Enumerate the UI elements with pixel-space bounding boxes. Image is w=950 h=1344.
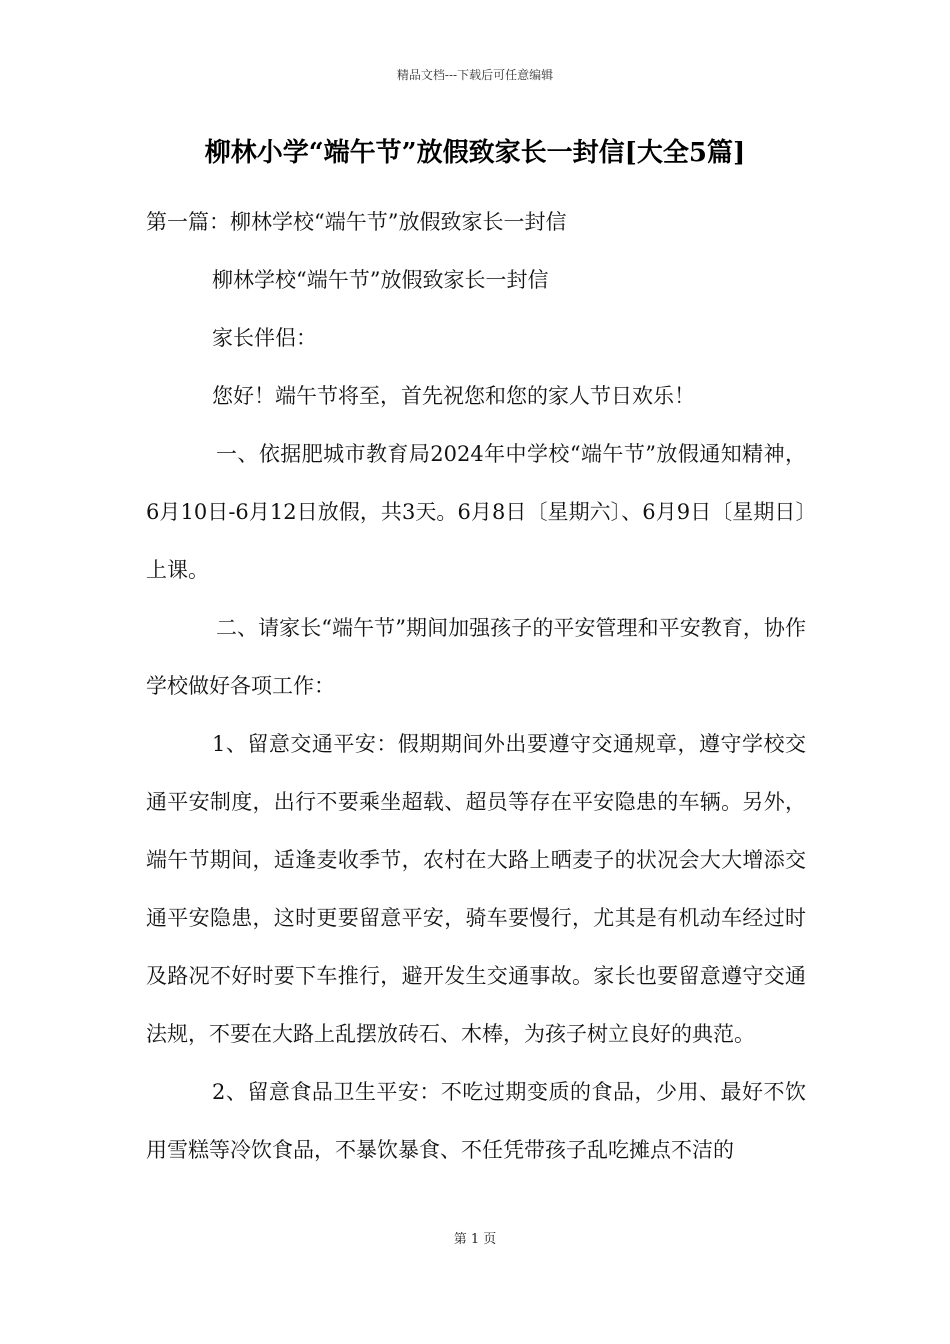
page-number: 第 1 页 [453, 1232, 497, 1247]
paragraph-safety-request: 二、请家长“端午节”期间加强孩子的平安管理和平安教育，协作学校做好各项工作： [146, 616, 806, 698]
header-note: 精品文档---下载后可任意编辑 [396, 68, 554, 82]
section-heading: 第一篇：柳林学校“端午节”放假致家长一封信 [146, 210, 567, 234]
document-body [146, 193, 806, 1179]
document-title: 柳林小学“端午节”放假致家长一封信[大全5篇] [204, 138, 746, 168]
letter-title: 柳林学校“端午节”放假致家长一封信 [212, 268, 549, 292]
salutation: 家长伴侣： [212, 326, 317, 350]
paragraph-food-safety: 2、留意食品卫生平安：不吃过期变质的食品，少用、最好不饮用雪糕等冷饮食品，不暴饮暴食、不任凭带孩子乱吃摊点不洁的 [146, 1080, 806, 1162]
paragraph-traffic-safety: 1、留意交通平安：假期期间外出要遵守交通规章，遵守学校交通平安制度，出行不要乘坐超载、超员等存在平安隐患的车辆。另外，端午节期间，适逢麦收季节，农村在大路上晒麦子的状况会大大增添交通平安隐患，这时更要留意平安，骑车要慢行，尤其是有机动车经过时及路况不好时要下车推行，避开发生交通事故。家长也要留意遵守交通法规，不要在大路上乱摆放砖石、木棒，为孩子树立良好的典范。 [146, 732, 806, 1046]
paragraph-holiday-schedule: 一、依据肥城市教育局2024年中学校“端午节”放假通知精神， 6月10日-6月12日放假，共3天。6月8日〔星期六〕、6月9日〔星期日〕上课。 [146, 442, 806, 582]
greeting-paragraph: 您好！端午节将至，首先祝您和您的家人节日欢乐！ [212, 384, 695, 408]
